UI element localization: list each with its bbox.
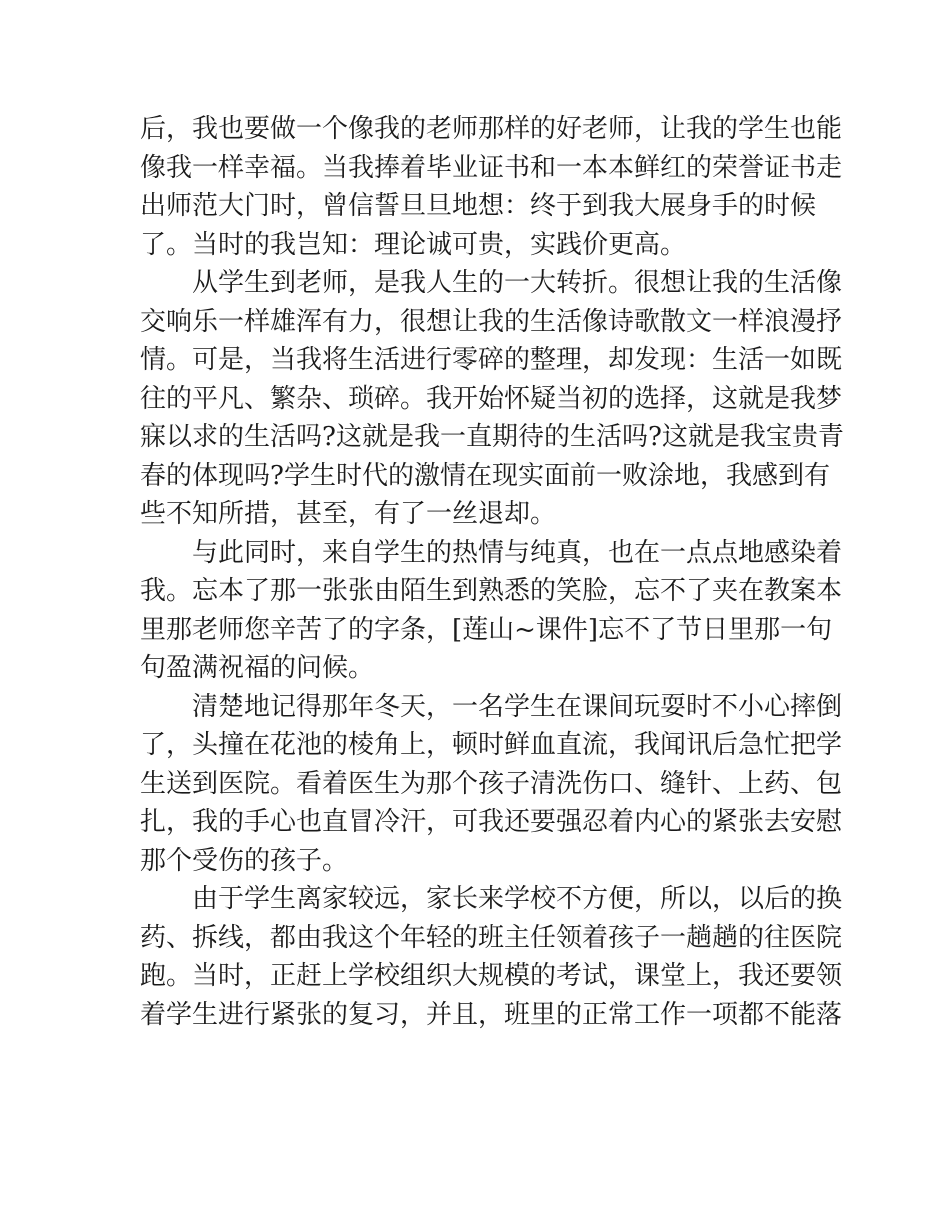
text-line: 从学生到老师，是我人生的一大转折。很想让我的生活像 <box>192 268 843 298</box>
text-line: 跑。当时，正赶上学校组织大规模的考试，课堂上，我还要领 <box>140 961 843 991</box>
text-line: 了。当时的我岂知：理论诚可贵，实践价更高。 <box>140 229 687 260</box>
text-line: 清楚地记得那年冬天，一名学生在课间玩耍时不小心摔倒 <box>192 691 843 722</box>
text-line: 寐以求的生活吗?这就是我一直期待的生活吗?这就是我宝贵青 <box>140 422 844 452</box>
text-line: 里那老师您辛苦了的字条，[莲山~课件]忘不了节日里那一句 <box>140 614 833 645</box>
paragraph <box>140 688 843 881</box>
text-line: 与此同时，来自学生的热情与纯真，也在一点点地感染着 <box>192 537 843 568</box>
text-line: 出师范大门时，曾信誓旦旦地想：终于到我大展身手的时候 <box>140 191 817 221</box>
text-line: 药、拆线，都由我这个年轻的班主任领着孩子一趟趟的往医院 <box>140 922 843 953</box>
text-line: 了，头撞在花池的棱角上，顿时鲜血直流，我闻讯后急忙把学 <box>140 730 843 760</box>
text-line: 那个受伤的孩子。 <box>140 845 349 876</box>
text-line: 些不知所措，甚至，有了一丝退却。 <box>140 499 557 529</box>
text-line: 扎，我的手心也直冒冷汗，可我还要强忍着内心的紧张去安慰 <box>140 807 843 837</box>
text-line: 生送到医院。看着医生为那个孩子清洗伤口、缝针、上药、包 <box>140 768 843 799</box>
text-line: 句盈满祝福的问候。 <box>140 653 375 683</box>
paragraph-continued <box>140 110 843 264</box>
paragraph <box>140 880 843 1034</box>
text-line: 往的平凡、繁杂、琐碎。我开始怀疑当初的选择，这就是我梦 <box>140 383 843 414</box>
paragraph <box>140 534 843 688</box>
text-line: 由于学生离家较远，家长来学校不方便，所以，以后的换 <box>192 884 843 914</box>
text-line: 交响乐一样雄浑有力，很想让我的生活像诗歌散文一样浪漫抒 <box>140 306 843 337</box>
text-line: 着学生进行紧张的复习，并且，班里的正常工作一项都不能落 <box>140 999 843 1030</box>
paragraph <box>140 264 844 534</box>
document-body <box>140 110 844 1034</box>
text-line: 情。可是，当我将生活进行零碎的整理，却发现：生活一如既 <box>140 345 843 375</box>
text-line: 像我一样幸福。当我捧着毕业证书和一本本鲜红的荣誉证书走 <box>140 152 843 183</box>
text-line: 后，我也要做一个像我的老师那样的好老师，让我的学生也能 <box>140 114 843 144</box>
text-line: 春的体现吗?学生时代的激情在现实面前一败涂地，我感到有 <box>140 460 830 491</box>
text-line: 我。忘本了那一张张由陌生到熟悉的笑脸，忘不了夹在教案本 <box>140 576 843 606</box>
